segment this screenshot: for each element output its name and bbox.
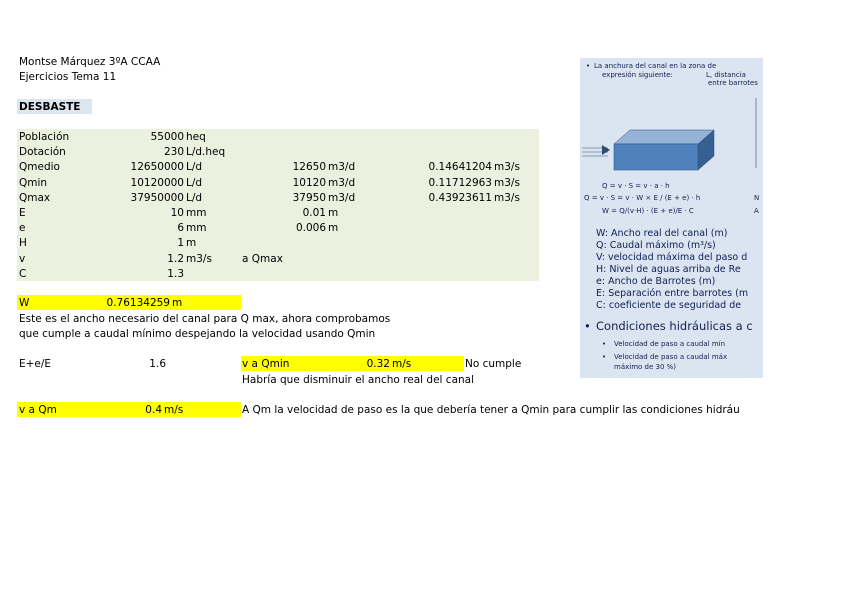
- param-v1-cell: 10: [170, 207, 184, 219]
- fig-def2: Q: Caudal máximo (m³/s): [596, 240, 716, 251]
- fig-def3: V: velocidad máxima del paso d: [596, 252, 748, 263]
- exercise-subtitle: Ejercicios Tema 11: [19, 71, 117, 83]
- fig-sub1: Velocidad de paso a caudal mín: [614, 340, 726, 348]
- ratio-label: E+e/E: [19, 358, 52, 370]
- fig-line2b: L, distancia: [706, 71, 746, 79]
- bullet-dot: •: [602, 353, 607, 361]
- param-v1-cell: 1.2: [167, 252, 184, 265]
- param-u2-cell: m3/d: [328, 191, 356, 204]
- param-u1-cell: L/d: [186, 191, 203, 204]
- vqmin-unit: m/s: [392, 358, 412, 370]
- param-v3-cell: 0.14641204: [428, 161, 492, 174]
- param-u2-cell: m: [328, 222, 339, 235]
- param-v1-cell: 10120000: [130, 176, 184, 189]
- param-label-cell: Qmax: [19, 191, 51, 204]
- param-v1-cell: 6: [177, 222, 184, 235]
- param-label-cell: e: [19, 222, 26, 235]
- fig-eq2: Q = v · S = v · W × E / (E + e) · h: [584, 194, 701, 202]
- vqmin-note: Habría que disminuir el ancho real del canal: [242, 374, 475, 386]
- param-label-cell: H: [19, 237, 27, 250]
- note-line-1: Este es el ancho necesario del canal para Q max, ahora comprobamos: [19, 313, 391, 325]
- param-v2-cell: 10120: [292, 176, 326, 189]
- param-u1-cell: L/d.heq: [186, 146, 226, 159]
- vqm-unit: m/s: [164, 404, 184, 416]
- fig-sub2: Velocidad de paso a caudal máx: [614, 353, 728, 361]
- param-v1-cell: 55000: [150, 131, 184, 143]
- param-u1-cell: L/d: [186, 176, 203, 189]
- bullet-dot: •: [586, 62, 591, 70]
- param-u1-cell: heq: [186, 131, 206, 143]
- param-v1-cell: 230: [163, 146, 184, 159]
- param-u3-cell: m3/s: [494, 191, 520, 204]
- fig-sub2b: máximo de 30 %): [614, 363, 677, 371]
- param-u1-cell: m3/s: [186, 252, 212, 265]
- fig-cond: Condiciones hidráulicas a c: [596, 319, 753, 333]
- param-v2-cell: 0.006: [295, 222, 326, 235]
- ratio-value: 1.6: [149, 358, 166, 370]
- param-label-cell: Qmin: [19, 176, 48, 189]
- param-label-cell: E: [19, 207, 26, 219]
- fig-line1: La anchura del canal en la zona de: [594, 62, 717, 70]
- fig-line2: expresión siguiente:: [602, 71, 673, 79]
- param-v2-cell: 12650: [292, 161, 326, 174]
- param-v2-cell: 37950: [292, 191, 326, 204]
- vqmin-label: v a Qmin: [242, 358, 290, 370]
- fig-side2: A: [754, 207, 759, 215]
- param-u1-cell: mm: [186, 222, 207, 235]
- param-v1-cell: 37950000: [130, 191, 184, 204]
- fig-side1: N: [754, 194, 760, 202]
- param-label-cell: v: [19, 252, 26, 265]
- section-title: DESBASTE: [19, 101, 81, 113]
- param-label-cell: Dotación: [19, 146, 66, 159]
- param-label-cell: Qmedio: [19, 161, 60, 174]
- fig-eq3: W = Q/(v·H) · (E + e)/E · C: [602, 207, 694, 215]
- param-v1-cell: 1: [177, 237, 184, 250]
- param-v1-cell: 12650000: [130, 161, 184, 174]
- param-u1-cell: m: [186, 237, 197, 250]
- note-line-2: que cumple a caudal mínimo despejando la velocidad usando Qmin: [19, 328, 376, 340]
- param-u3-cell: m3/s: [494, 161, 520, 174]
- bullet-dot: •: [584, 319, 591, 333]
- param-v3-cell: 0.43923611: [428, 191, 492, 204]
- vqm-label: v a Qm: [19, 404, 57, 416]
- param-v3-cell: 0.11712963: [428, 176, 492, 189]
- bullet-dot: •: [602, 340, 607, 348]
- fig-def7: C: coeficiente de seguridad de: [596, 300, 742, 311]
- author-name: Montse Márquez 3ºA CCAA: [19, 56, 161, 68]
- w-unit: m: [172, 297, 183, 309]
- vqm-note: A Qm la velocidad de paso es la que debería tener a Qmin para cumplir las condiciones hidráu: [242, 404, 740, 416]
- fig-line2c: entre barrotes: [708, 79, 758, 87]
- fig-def4: H: Nivel de aguas arriba de Re: [596, 264, 741, 275]
- param-v1-cell: 1.3: [167, 267, 184, 280]
- fig-eq1: Q = v · S = v · a · h: [602, 182, 670, 190]
- fig-def6: E: Separación entre barrotes (m: [596, 288, 749, 299]
- w-value: 0.76134259: [106, 297, 170, 309]
- param-u2-cell: m3/d: [328, 161, 356, 174]
- channel-diagram: [580, 88, 763, 208]
- param-u2-cell: a Qmax: [242, 252, 283, 265]
- vqm-value: 0.4: [145, 404, 162, 416]
- param-u1-cell: mm: [186, 207, 207, 219]
- param-v2-cell: 0.01: [302, 207, 326, 219]
- param-u2-cell: m: [328, 207, 339, 219]
- vqmin-status: No cumple: [465, 358, 522, 370]
- param-u2-cell: m3/d: [328, 176, 356, 189]
- fig-def5: e: Ancho de Barrotes (m): [596, 276, 716, 287]
- param-u3-cell: m3/s: [494, 176, 520, 189]
- param-label-cell: C: [19, 267, 27, 280]
- vqmin-value: 0.32: [366, 358, 390, 370]
- w-label: W: [19, 297, 30, 309]
- param-u1-cell: L/d: [186, 161, 203, 174]
- param-label-cell: Población: [19, 131, 70, 143]
- fig-def1: W: Ancho real del canal (m): [596, 228, 728, 239]
- embedded-slide-image: [580, 58, 763, 378]
